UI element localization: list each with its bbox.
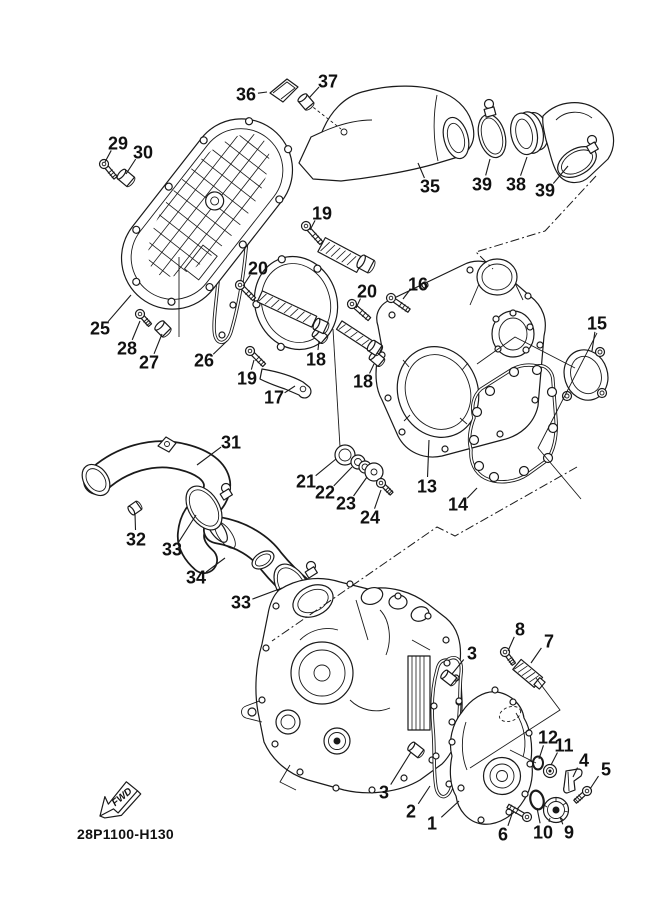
callout-25: 25 (89, 318, 111, 339)
callout-15: 15 (586, 313, 608, 334)
bolt-icon (300, 220, 325, 246)
callout-32: 32 (125, 529, 147, 550)
callout-28: 28 (116, 338, 138, 359)
bolt-icon (244, 345, 268, 369)
callout-21: 21 (295, 471, 317, 492)
callout-8: 8 (514, 619, 526, 640)
callout-3: 3 (378, 782, 390, 803)
callout-35: 35 (419, 176, 441, 197)
callout-33: 33 (230, 592, 252, 613)
callout-18: 18 (305, 349, 327, 370)
breather-plate (270, 79, 298, 102)
leader-2 (418, 786, 430, 804)
collar-icon (127, 500, 144, 516)
callout-7: 7 (543, 631, 555, 652)
callout-16: 16 (407, 274, 429, 295)
crankcase (242, 579, 463, 793)
callout-1: 1 (426, 813, 438, 834)
callout-39: 39 (534, 180, 556, 201)
elbow-duct (543, 103, 614, 184)
collar-icon (153, 319, 172, 338)
callout-14: 14 (447, 494, 469, 515)
callout-38: 38 (505, 174, 527, 195)
collar-icon (297, 92, 315, 111)
callout-19: 19 (236, 368, 258, 389)
callout-19: 19 (311, 203, 333, 224)
fwd-arrow (92, 778, 143, 826)
callout-24: 24 (359, 507, 381, 528)
leader-36 (258, 92, 267, 93)
callout-9: 9 (563, 822, 575, 843)
diagram-line-art (76, 79, 614, 842)
callout-10: 10 (532, 822, 554, 843)
bearing-set (335, 445, 383, 481)
callout-29: 29 (107, 133, 129, 154)
callout-22: 22 (314, 482, 336, 503)
leader-5 (590, 776, 599, 789)
callout-37: 37 (317, 71, 339, 92)
leader-28 (132, 321, 140, 340)
hose-clamp-left (474, 100, 511, 161)
crankcase-cover-2 (376, 259, 545, 457)
leader-1 (441, 801, 459, 817)
collar-icon (116, 168, 137, 188)
callout-36: 36 (235, 84, 257, 105)
callout-20: 20 (247, 258, 269, 279)
callout-27: 27 (138, 352, 160, 373)
callout-17: 17 (263, 387, 285, 408)
retainer-gasket (558, 344, 615, 406)
bolt-icon (98, 158, 119, 181)
callout-23: 23 (335, 493, 357, 514)
callout-31: 31 (220, 432, 242, 453)
fwd-label: FWD (109, 785, 135, 809)
bolt-icon (375, 477, 395, 497)
leader-24 (375, 490, 381, 509)
callout-34: 34 (185, 567, 207, 588)
leader-7 (531, 648, 541, 663)
callout-3: 3 (466, 643, 478, 664)
callout-30: 30 (132, 142, 154, 163)
air-duct-1 (299, 86, 474, 181)
leader-32 (135, 514, 136, 530)
drawing-number: 28P1100-H130 (77, 826, 175, 842)
callout-33: 33 (161, 539, 183, 560)
leader-39 (486, 159, 490, 175)
callout-26: 26 (193, 350, 215, 371)
leader-14 (467, 488, 477, 498)
leader-27 (154, 334, 162, 354)
leader-21 (316, 459, 336, 476)
callout-20: 20 (356, 281, 378, 302)
callout-6: 6 (497, 824, 509, 845)
callout-39: 39 (471, 174, 493, 195)
bolt-icon (499, 646, 518, 667)
callout-13: 13 (416, 476, 438, 497)
callout-12: 12 (537, 727, 559, 748)
leader-25 (108, 295, 131, 321)
leader-38 (521, 157, 527, 176)
callout-2: 2 (405, 801, 417, 822)
bolt-icon (134, 308, 154, 329)
callout-18: 18 (352, 371, 374, 392)
oil-plug-parts (528, 757, 582, 823)
callout-5: 5 (600, 759, 612, 780)
callout-4: 4 (578, 750, 590, 771)
callout-11: 11 (554, 735, 574, 756)
leader-22 (334, 467, 352, 486)
leader-8 (508, 637, 514, 651)
